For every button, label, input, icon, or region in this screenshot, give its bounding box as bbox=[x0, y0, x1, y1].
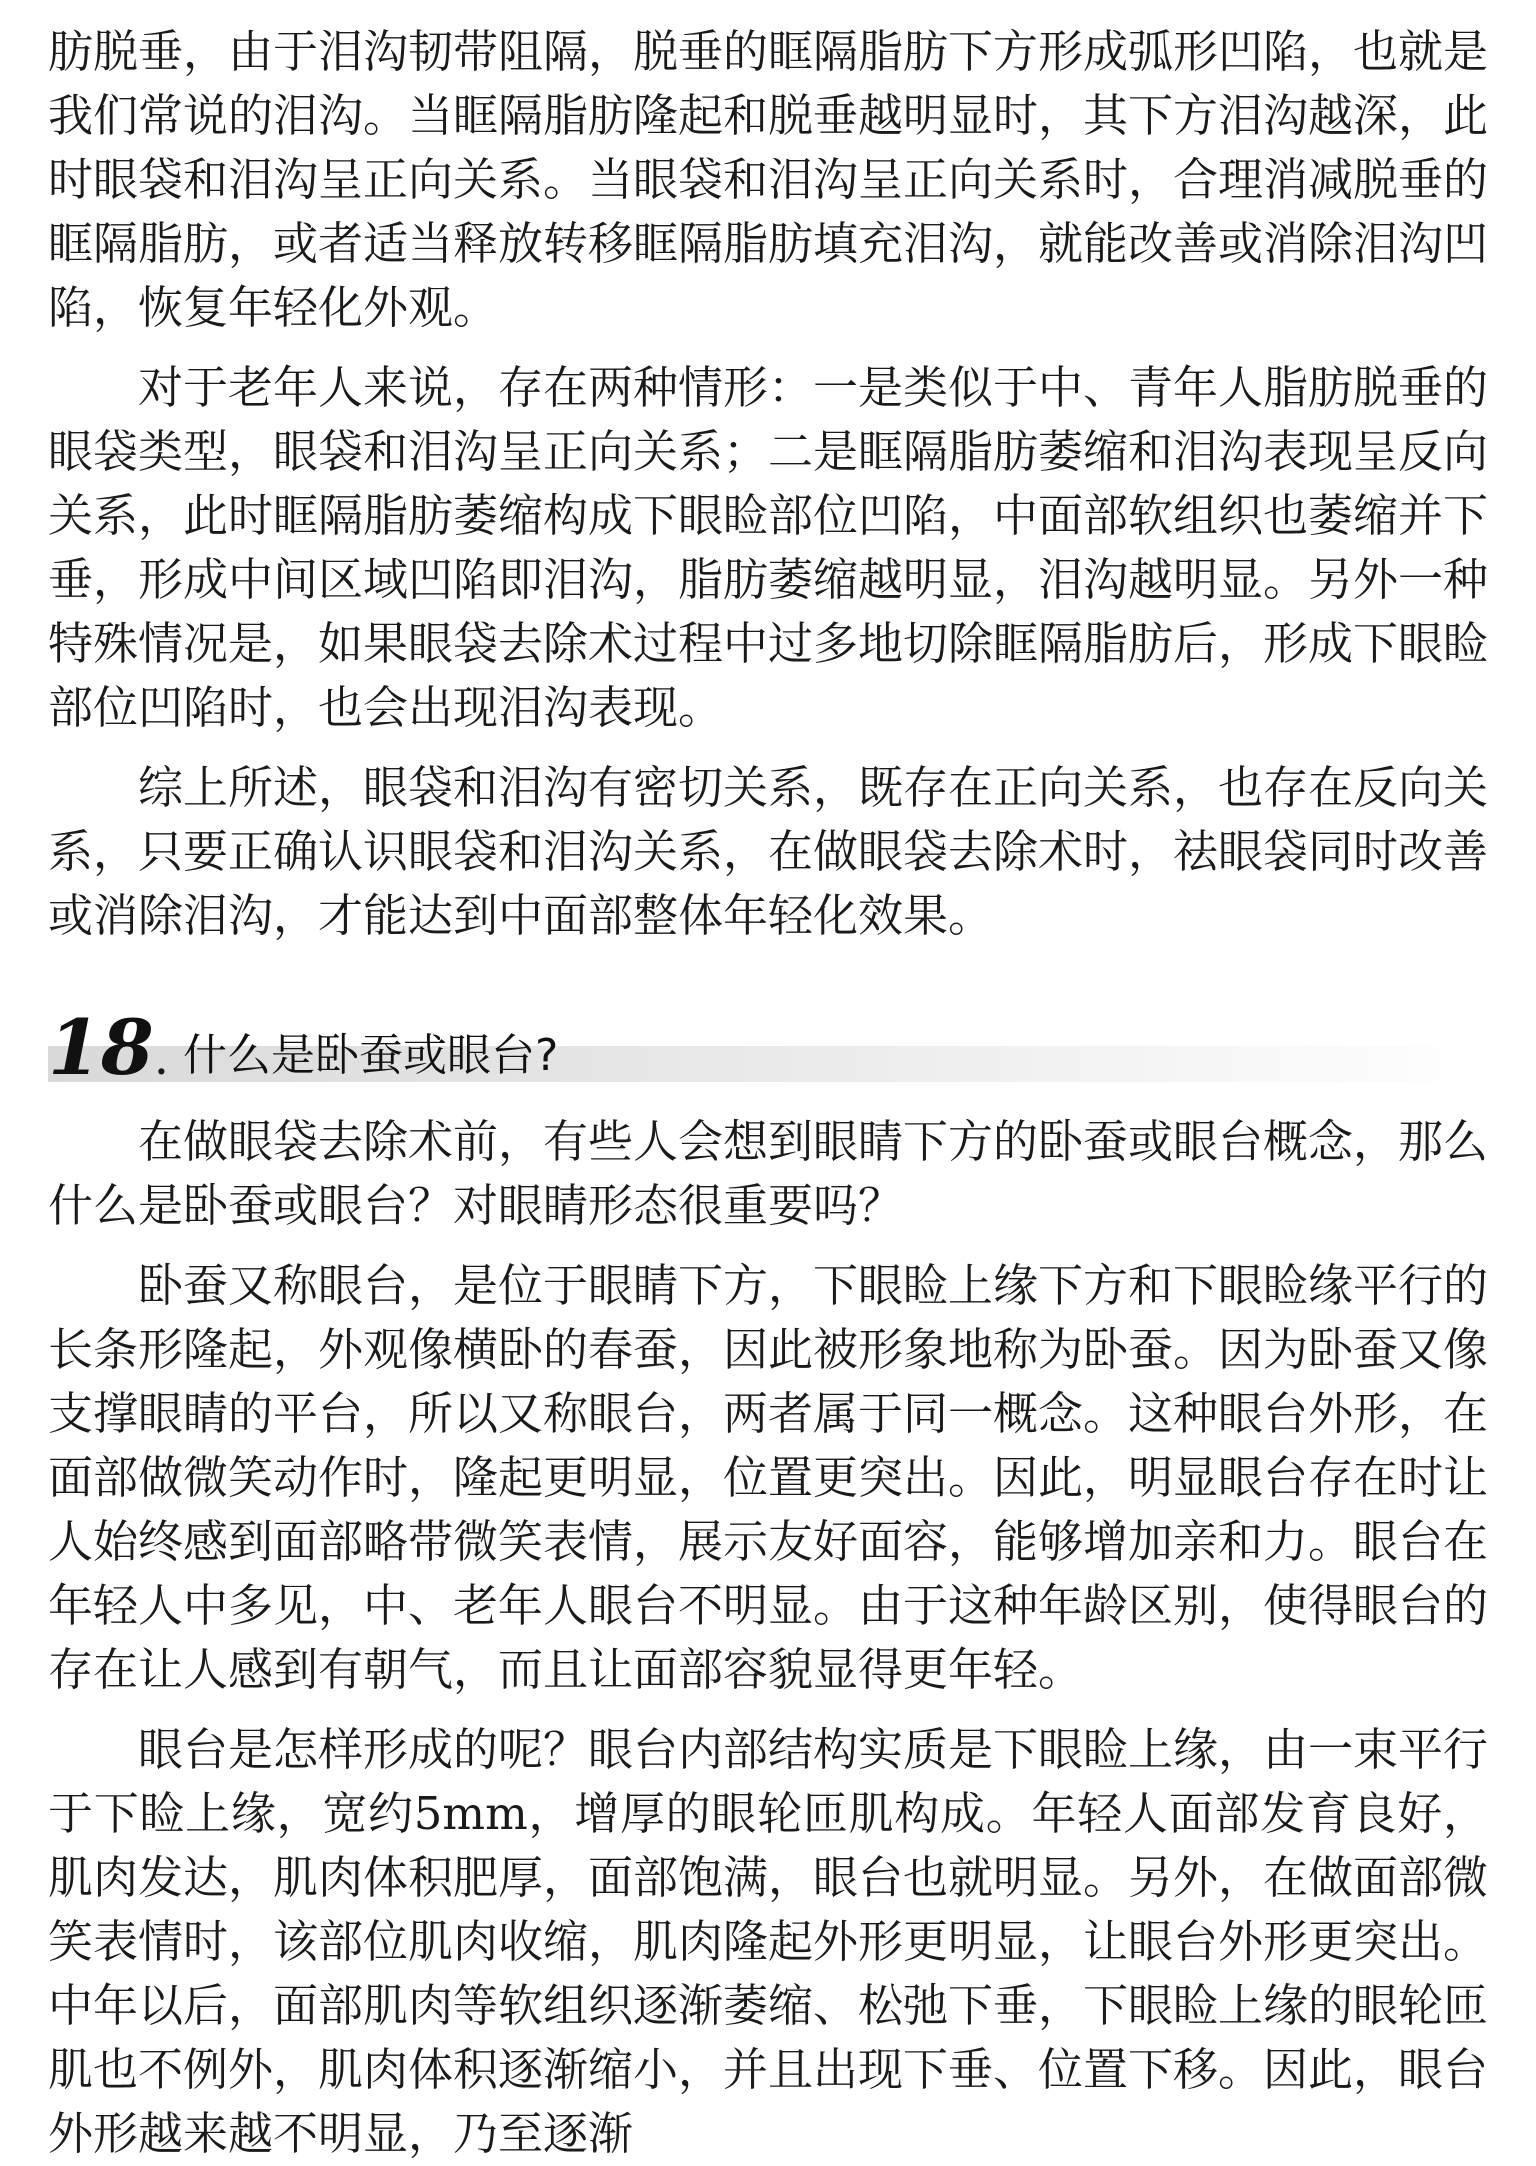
paragraph-intro-question: 在做眼袋去除术前，有些人会想到眼睛下方的卧蚕或眼台概念，那么什么是卧蚕或眼台？对眼睛形态很重要吗？ bbox=[48, 1115, 1489, 1232]
section-number-dot: . bbox=[153, 1030, 170, 1086]
paragraph-elderly-cases: 对于老年人来说，存在两种情形：一是类似于中、青年人脂肪脱垂的眼袋类型，眼袋和泪沟呈正向关系；二是眶隔脂肪萎缩和泪沟表现呈反向关系，此时眶隔脂肪萎缩构成下眼睑部位凹陷，中面部软组织也萎缩并下垂，形成中间区域凹陷即泪沟，脂肪萎缩越明显，泪沟越明显。另外一种特殊情况是，如果眼袋去除术过程中过多地切除眶隔脂肪后，形成下眼睑部位凹陷时，也会出现泪沟表现。 bbox=[48, 361, 1489, 734]
paragraph-summary: 综上所述，眼袋和泪沟有密切关系，既存在正向关系，也存在反向关系，只要正确认识眼袋和泪沟关系，在做眼袋去除术时，祛眼袋同时改善或消除泪沟，才能达到中面部整体年轻化效果。 bbox=[48, 761, 1489, 942]
paragraph-formation: 眼台是怎样形成的呢？眼台内部结构实质是下眼睑上缘，由一束平行于下睑上缘，宽约5mm，增厚的眼轮匝肌构成。年轻人面部发育良好，肌肉发达，肌肉体积肥厚，面部饱满，眼台也就明显。另外，在做面部微笑表情时，该部位肌肉收缩，肌肉隆起外形更明显，让眼台外形更突出。中年以后，面部肌肉等软组织逐渐萎缩、松弛下垂，下眼睑上缘的眼轮匝肌也不例外，肌肉体积逐渐缩小，并且出现下垂、位置下移。因此，眼台外形越来越不明显，乃至逐渐 bbox=[48, 1723, 1489, 2160]
paragraph-definition: 卧蚕又称眼台，是位于眼睛下方，下眼睑上缘下方和下眼睑缘平行的长条形隆起，外观像横卧的春蚕，因此被形象地称为卧蚕。因为卧蚕又像支撑眼睛的平台，所以又称眼台，两者属于同一概念。这种眼台外形，在面部做微笑动作时，隆起更明显，位置更突出。因此，明显眼台存在时让人始终感到面部略带微笑表情，展示友好面容，能够增加亲和力。眼台在年轻人中多见，中、老年人眼台不明显。由于这种年龄区别，使得眼台的存在让人感到有朝气，而且让面部容貌显得更年轻。 bbox=[48, 1259, 1489, 1696]
section-number: 18 bbox=[48, 1003, 154, 1092]
document-page bbox=[48, 20, 1489, 2160]
section-heading bbox=[48, 1003, 1488, 1092]
paragraph-continuation: 肪脱垂，由于泪沟韧带阻隔，脱垂的眶隔脂肪下方形成弧形凹陷，也就是我们常说的泪沟。当眶隔脂肪隆起和脱垂越明显时，其下方泪沟越深，此时眼袋和泪沟呈正向关系。当眼袋和泪沟呈正向关系时，合理消减脱垂的眶隔脂肪，或者适当释放转移眶隔脂肪填充泪沟，就能改善或消除泪沟凹陷，恢复年轻化外观。 bbox=[48, 25, 1489, 334]
section-title: 什么是卧蚕或眼台? bbox=[183, 1030, 559, 1081]
